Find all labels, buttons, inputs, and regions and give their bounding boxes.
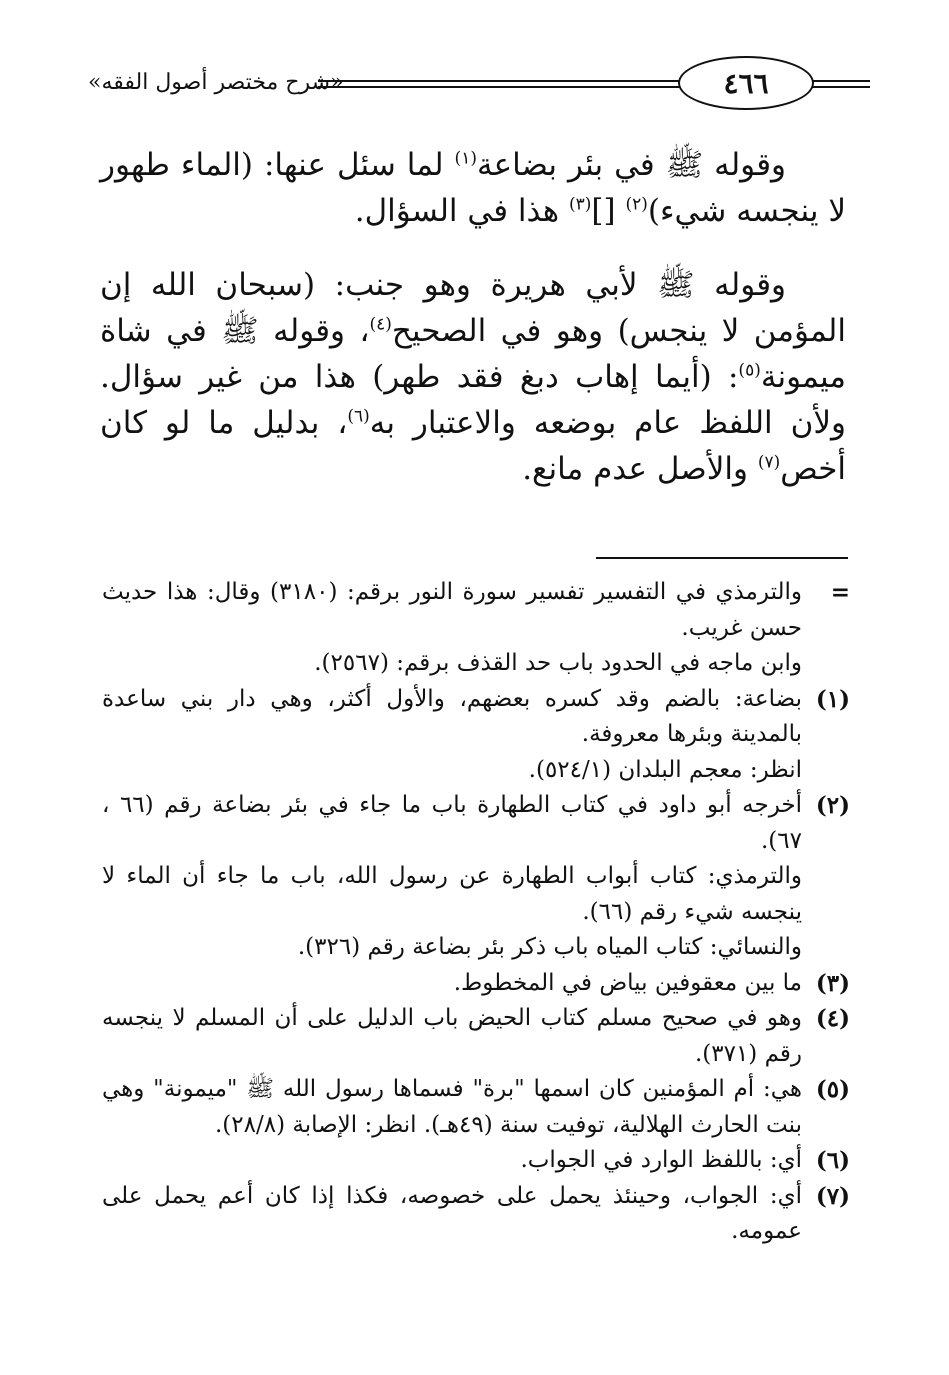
footnote-line: بضاعة: بالضم وقد كسره بعضهم، والأول أكثر، وهي دار بني ساعدة بالمدينة وبئرها معروفة. [102, 685, 802, 747]
body-text: والأصل عدم مانع. [522, 451, 758, 487]
footnote-line: أي: باللفظ الوارد في الجواب. [520, 1147, 802, 1173]
running-title: «شرح مختصر أصول الفقه» [88, 70, 344, 95]
footnote-line: ما بين معقوفين بياض في المخطوط. [453, 969, 802, 996]
main-text [100, 142, 846, 520]
footnote-continued [102, 575, 850, 682]
body-paragraph [100, 142, 846, 234]
body-text: ، وقوله ﷺ في شاة ميمونة [100, 313, 846, 395]
footnote-line: والترمذي في التفسير تفسير سورة النور برقم: (٣١٨٠) وقال: هذا حديث حسن غريب. [102, 579, 803, 641]
footnote-number: (٣) [815, 969, 850, 997]
footnote-line: انظر: معجم البلدان (٥٢٤/١). [528, 756, 802, 783]
footnote-line: هي: أم المؤمنين كان اسمها "برة" فسماها رسول الله ﷺ "ميمونة" وهي بنت الحارث الهلالية، توفيت سنة (٤٩هـ). انظر: الإصابة (٢٨/٨). [102, 1076, 802, 1138]
footnote-4 [102, 1001, 850, 1072]
page-number [678, 56, 814, 110]
footnote-line: والنسائي: كتاب المياه باب ذكر بئر بضاعة رقم (٣٢٦). [297, 934, 802, 960]
footnote-5 [102, 1072, 850, 1143]
footnote-line: وابن ماجه في الحدود باب حد القذف برقم: (٢٥٦٧). [314, 650, 802, 676]
footnote-number: (٤) [815, 1005, 850, 1032]
footnote-marker: (٧) [757, 452, 781, 473]
footnote-marker: (٥) [738, 360, 761, 381]
footnote-number: = [830, 579, 850, 606]
body-text: هذا في السؤال. [354, 193, 569, 229]
footnote-line: أي: الجواب، وحينئذ يحمل على خصوصه، فكذا إذا كان أعم يحمل على عمومه. [102, 1182, 802, 1244]
body-text: ، بدليل ما لو كان أخص [100, 405, 846, 487]
body-paragraph [100, 262, 846, 492]
header-rule-right-bottom [812, 86, 870, 88]
footnote-number: (٥) [815, 1076, 850, 1103]
footnote-separator [596, 557, 848, 559]
body-text: لما سئل عنها: (الماء طهور لا ينجسه شيء) [100, 147, 846, 229]
header-rule-right-top [812, 80, 870, 82]
body-text: [] [591, 193, 626, 229]
footnote-number: (٢) [815, 792, 850, 819]
header-rule-left-bottom [318, 86, 680, 88]
body-text: وقوله ﷺ لأبي هريرة وهو جنب: (سبحان الله إن المؤمن لا ينجس) وهو في الصحيح [100, 267, 846, 349]
header-rule-left-top [318, 80, 680, 82]
footnote-marker: (٦) [347, 406, 370, 427]
footnote-7 [102, 1179, 850, 1250]
body-text: وقوله ﷺ في بئر بضاعة [476, 147, 786, 183]
footnote-number: (٧) [815, 1182, 850, 1210]
footnote-1 [102, 682, 850, 789]
footnote-marker: (٤) [369, 314, 392, 335]
footnote-3 [102, 966, 850, 1002]
footnote-marker: (١) [454, 148, 477, 169]
footnote-marker: (٢) [625, 194, 648, 215]
footnote-2 [102, 788, 850, 966]
footnote-number: (٦) [815, 1147, 850, 1174]
footnote-number: (١) [815, 685, 850, 713]
footnote-marker: (٣) [568, 194, 592, 215]
footnote-6 [102, 1143, 850, 1179]
footnotes [102, 575, 850, 1250]
footnote-line: والترمذي: كتاب أبواب الطهارة عن رسول الله، باب ما جاء أن الماء لا ينجسه شيء رقم (٦٦). [102, 863, 802, 925]
footnote-line: أخرجه أبو داود في كتاب الطهارة باب ما جاء في بئر بضاعة رقم (٦٦ ، ٦٧). [102, 792, 802, 854]
body-text: : (أيما إهاب دبغ فقد طهر) هذا من غير سؤال. ولأن اللفظ عام بوضعه والاعتبار به [100, 359, 846, 441]
page-number-text: ٤٦٦ [723, 66, 769, 100]
footnote-line: وهو في صحيح مسلم كتاب الحيض باب الدليل على أن المسلم لا ينجسه رقم (٣٧١). [102, 1005, 802, 1067]
page-header [60, 56, 870, 114]
